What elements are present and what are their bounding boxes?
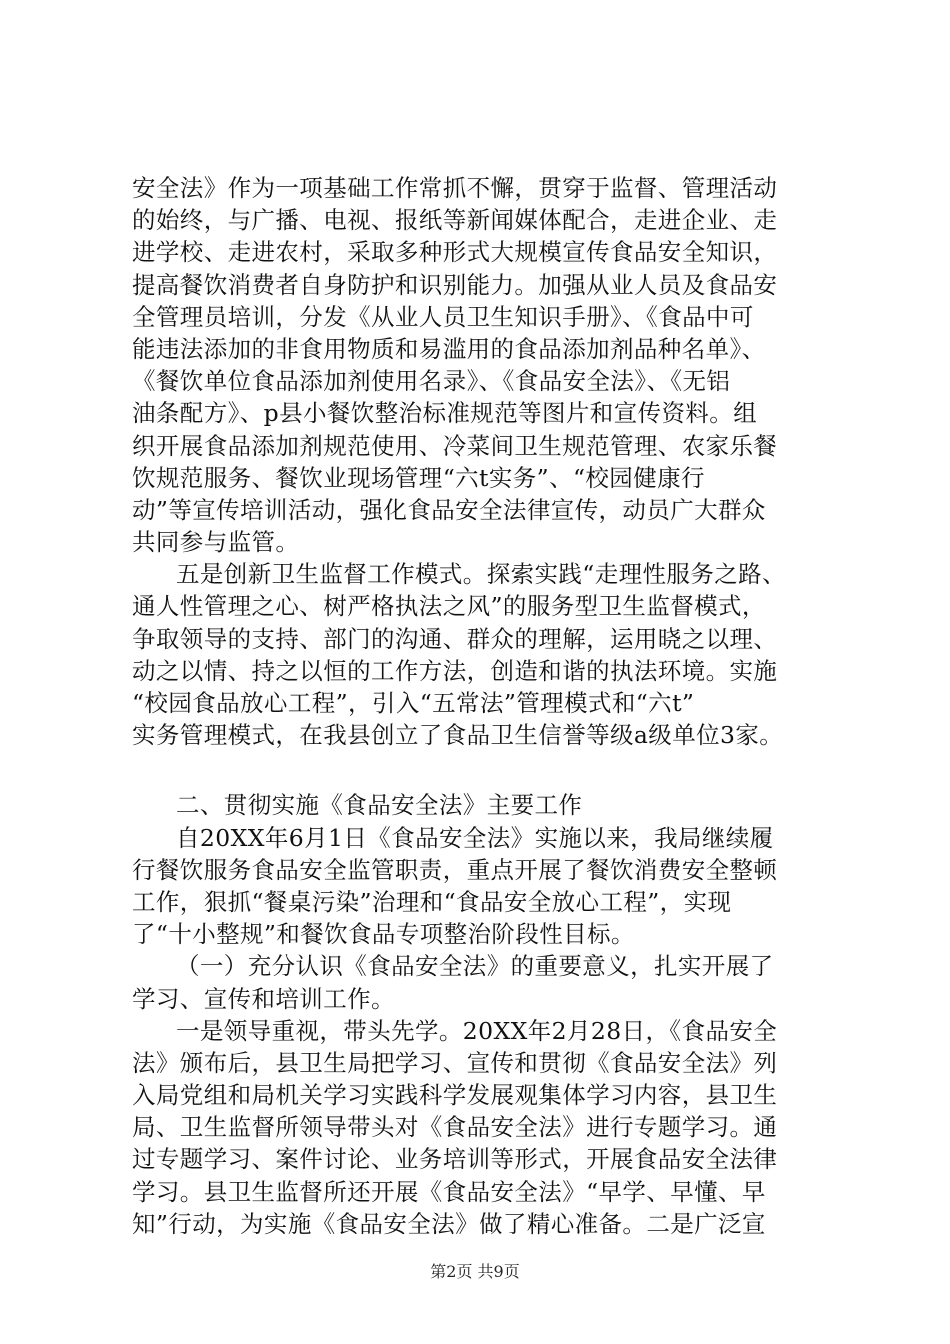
text-line: 全管理员培训，分发《从业人员卫生知识手册》、《食品中可	[132, 302, 754, 331]
subsection-heading: （一）充分认识《食品安全法》的重要意义，扎实开展了	[176, 952, 774, 981]
text-line: 知”行动，为实施《食品安全法》做了精心准备。二是广泛宣	[132, 1209, 766, 1238]
text-line: 动”等宣传培训活动，强化食品安全法律宣传，动员广大群众	[132, 495, 766, 524]
paragraph-start-line: 五是创新卫生监督工作模式。探索实践“走理性服务之路、	[176, 560, 786, 589]
text-line: 《餐饮单位食品添加剂使用名录》、《食品安全法》、《无铝	[132, 367, 731, 396]
text-line: 过专题学习、案件讨论、业务培训等形式，开展食品安全法律	[132, 1145, 778, 1174]
text-line: 进学校、走进农村，采取多种形式大规模宣传食品安全知识，	[132, 238, 778, 267]
text-line: 了“十小整规”和餐饮食品专项整治阶段性目标。	[132, 920, 635, 949]
section-heading: 二、贯彻实施《食品安全法》主要工作	[176, 791, 583, 820]
section-gap	[132, 751, 832, 789]
text-line: 的始终，与广播、电视、报纸等新闻媒体配合，走进企业、走	[132, 206, 778, 235]
text-line: 争取领导的支持、部门的沟通、群众的理解，运用晓之以理、	[132, 624, 778, 653]
page-number-footer: 第2页 共9页	[430, 1262, 520, 1281]
text-line: 能违法添加的非食用物质和易滥用的食品添加剂品种名单》、	[132, 334, 766, 363]
text-line: 饮规范服务、餐饮业现场管理“六t实务”、“校园健康行	[132, 463, 705, 492]
text-line: 局、卫生监督所领导带头对《食品安全法》进行专题学习。通	[132, 1113, 778, 1142]
text-line: 法》颁布后，县卫生局把学习、宣传和贯彻《食品安全法》列	[132, 1048, 778, 1077]
text-line: 学习。县卫生监督所还开展《食品安全法》“早学、早懂、早	[132, 1177, 766, 1206]
paragraph-start-line: 一是领导重视，带头先学。20XX年2月28日，《食品安全	[176, 1016, 778, 1045]
text-line: 安全法》作为一项基础工作常抓不懈，贯穿于监督、管理活动	[132, 174, 778, 202]
text-line: 行餐饮服务食品安全监管职责，重点开展了餐饮消费安全整顿	[132, 855, 778, 884]
paragraph-start-line: 自20XX年6月1日《食品安全法》实施以来，我局继续履	[176, 823, 774, 852]
text-line: 入局党组和局机关学习实践科学发展观集体学习内容，县卫生	[132, 1081, 778, 1110]
document-body	[132, 172, 832, 1240]
text-line: 学习、宣传和培训工作。	[132, 984, 395, 1013]
text-line: 油条配方》、p县小餐饮整治标准规范等图片和宣传资料。组	[132, 399, 758, 428]
text-line: “校园食品放心工程”，引入“五常法”管理模式和“六t”	[132, 689, 695, 717]
text-line: 工作，狠抓“餐桌污染”治理和“食品安全放心工程”，实现	[132, 887, 732, 916]
text-line: 实务管理模式，在我县创立了食品卫生信誉等级a级单位3家。	[132, 721, 784, 750]
text-line: 通人性管理之心、树严格执法之风”的服务型卫生监督模式，	[132, 592, 766, 621]
text-line: 织开展食品添加剂规范使用、冷菜间卫生规范管理、农家乐餐	[132, 431, 778, 460]
text-line: 动之以情、持之以恒的工作方法，创造和谐的执法环境。实施	[132, 656, 778, 685]
text-line: 共同参与监管。	[132, 528, 300, 557]
text-line: 提高餐饮消费者自身防护和识别能力。加强从业人员及食品安	[132, 270, 778, 299]
